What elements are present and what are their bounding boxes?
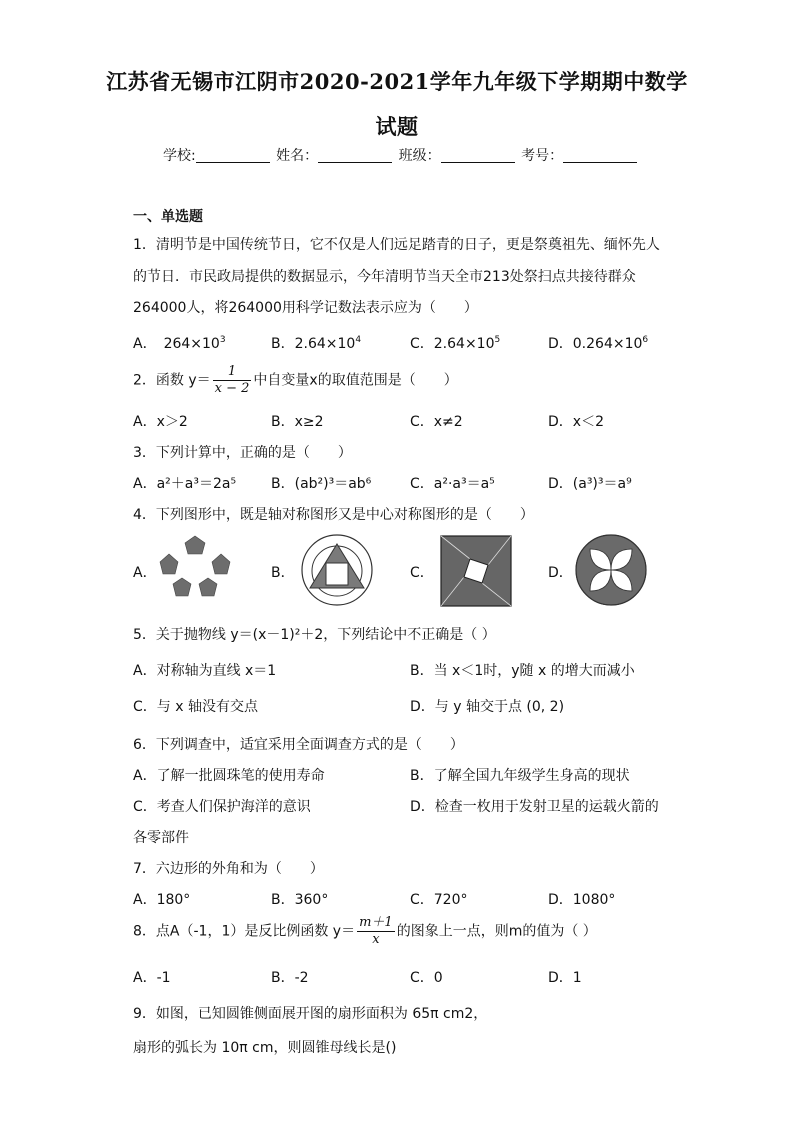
q4-option-b[interactable]: B． [271, 565, 295, 581]
page-title: 江苏省无锡市江阴市2020-2021学年九年级下学期期中数学 [106, 69, 688, 94]
q1-c-exp: 5 [494, 335, 501, 345]
q1-option-b[interactable] [271, 333, 361, 353]
q5-option-b[interactable]: B．当 x＜1时，y随 x 的增大而减小 [410, 663, 635, 679]
school-label: 学校: [163, 148, 196, 164]
q2-fraction [213, 364, 252, 397]
q3-option-a[interactable]: A．a²＋a³＝2a⁵ [133, 476, 237, 492]
q5-option-c[interactable]: C．与 x 轴没有交点 [133, 699, 258, 715]
class-blank[interactable] [441, 148, 515, 163]
figure-d-flower-circle [574, 533, 648, 607]
q6-option-d[interactable]: D．检查一枚用于发射卫星的运载火箭的 [410, 799, 659, 815]
q4-option-c[interactable]: C． [410, 565, 434, 581]
q8-pre: 8．点A（-1，1）是反比例函数 y＝ [133, 923, 356, 940]
q8-numerator: m＋1 [359, 915, 393, 930]
q2-stem [133, 364, 458, 397]
q1-d-exp: 6 [642, 335, 649, 345]
q2-post: 中自变量x的取值范围是（ ） [253, 372, 458, 389]
q9-line1: 9．如图，已知圆锥侧面展开图的扇形面积为 65π cm2， [133, 1006, 488, 1022]
q7-option-b[interactable]: B．360° [271, 892, 329, 908]
q4-stem: 4．下列图形中，既是轴对称图形又是中心对称图形的是（ ） [133, 507, 534, 523]
name-blank[interactable] [318, 148, 392, 163]
figure-c-square-pinwheel [440, 535, 512, 607]
figure-a-pentagons [158, 534, 232, 604]
q8-fraction [357, 915, 395, 948]
q1-b-text: B．2.64×10 [271, 336, 356, 352]
q5-option-a[interactable]: A．对称轴为直线 x＝1 [133, 663, 277, 679]
q7-stem: 7．六边形的外角和为（ ） [133, 861, 324, 877]
q1-b-exp: 4 [355, 335, 362, 345]
q2-option-a[interactable]: A．x＞2 [133, 414, 188, 430]
q1-line1: 1．清明节是中国传统节日，它不仅是人们远足踏青的日子，更是祭奠祖先、缅怀先人 [133, 237, 660, 253]
q3-option-c[interactable]: C．a²·a³＝a⁵ [410, 476, 495, 492]
q1-option-a[interactable] [133, 333, 226, 353]
q4-option-a[interactable]: A． [133, 565, 157, 581]
q1-line3: 264000人，将264000用科学记数法表示应为（ ） [133, 300, 478, 316]
q7-option-c[interactable]: C．720° [410, 892, 468, 908]
q9-line2: 扇形的弧长为 10π cm，则圆锥母线长是() [133, 1040, 397, 1056]
q6-option-c[interactable]: C．考查人们保护海洋的意识 [133, 799, 311, 815]
q2-option-d[interactable]: D．x＜2 [548, 414, 604, 430]
q7-option-d[interactable]: D．1080° [548, 892, 616, 908]
q1-a-text: A． 264×10 [133, 336, 220, 352]
q8-stem [133, 915, 597, 948]
school-blank[interactable] [196, 148, 270, 163]
section-heading: 一、单选题 [133, 209, 203, 225]
q8-option-b[interactable]: B．-2 [271, 970, 309, 986]
q1-a-exp: 3 [219, 335, 226, 345]
q2-option-c[interactable]: C．x≠2 [410, 414, 463, 430]
q8-option-d[interactable]: D．1 [548, 970, 582, 986]
q5-option-d[interactable]: D．与 y 轴交于点 (0, 2) [410, 699, 565, 715]
class-label: 班级： [398, 148, 441, 164]
q2-pre: 2．函数 y＝ [133, 372, 211, 389]
q1-c-text: C．2.64×10 [410, 336, 495, 352]
name-label: 姓名： [276, 148, 319, 164]
id-blank[interactable] [563, 148, 637, 163]
q1-option-d[interactable] [548, 333, 648, 353]
q2-option-b[interactable]: B．x≥2 [271, 414, 324, 430]
q4-option-d[interactable]: D． [548, 565, 573, 581]
q5-stem: 5．关于抛物线 y＝(x－1)²＋2，下列结论中不正确是（ ） [133, 627, 496, 643]
q6-stem: 6．下列调查中，适宜采用全面调查方式的是（ ） [133, 737, 464, 753]
q8-option-c[interactable]: C．0 [410, 970, 443, 986]
figure-b-circle-triangle [300, 533, 374, 607]
page-title-line2: 试题 [375, 114, 419, 139]
q2-denominator: x − 2 [214, 381, 250, 396]
q1-d-text: D．0.264×10 [548, 336, 643, 352]
student-info-row [163, 145, 639, 165]
q6-option-b[interactable]: B．了解全国九年级学生身高的现状 [410, 768, 630, 784]
id-label: 考号： [521, 148, 564, 164]
q6-option-a[interactable]: A．了解一批圆珠笔的使用寿命 [133, 768, 325, 784]
q1-option-c[interactable] [410, 333, 500, 353]
q3-stem: 3．下列计算中，正确的是（ ） [133, 445, 352, 461]
q3-option-b[interactable]: B．(ab²)³＝ab⁶ [271, 476, 372, 492]
q3-option-d[interactable]: D．(a³)³＝a⁹ [548, 476, 632, 492]
q7-option-a[interactable]: A．180° [133, 892, 191, 908]
q8-option-a[interactable]: A．-1 [133, 970, 171, 986]
q8-denominator: x [372, 932, 380, 947]
q1-line2: 的节日．市民政局提供的数据显示，今年清明节当天全市213处祭扫点共接待群众 [133, 269, 636, 285]
q6-option-d-continued: 各零部件 [133, 830, 189, 846]
q2-numerator: 1 [213, 364, 252, 381]
q8-post: 的图象上一点，则m的值为（ ） [396, 923, 597, 940]
